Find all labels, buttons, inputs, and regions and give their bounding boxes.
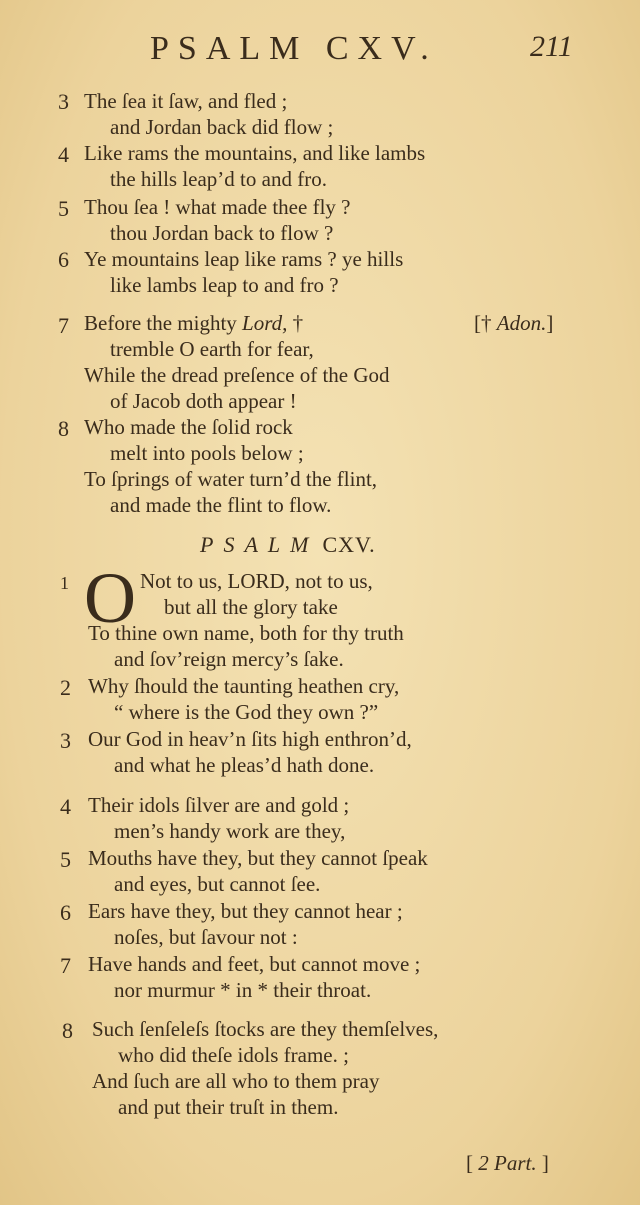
catchword-number: 2 [478,1151,494,1175]
catchword-open-bracket: [ [466,1151,479,1175]
verse-line: “ where is the God they own ?” [114,700,379,724]
verse-number: 8 [62,1018,73,1043]
verse-line: Such ſenſeleſs ſtocks are they themſelves, [92,1017,439,1041]
psalm-heading [200,532,376,558]
verse-line: Have hands and feet, but cannot move ; [88,952,421,976]
lord-word: Lord, [242,311,288,335]
verse-number: 8 [58,416,69,441]
verse-line: who did theſe idols frame. ; [118,1043,349,1067]
note-close-bracket: ] [546,311,554,335]
verse-line: Their idols ſilver are and gold ; [88,793,350,817]
psalm-heading-name: PSALM [200,532,319,557]
verse-line: The ſea it ſaw, and fled ; [84,89,288,113]
catchword-word: Part. [494,1151,537,1175]
verse-line: Ye mountains leap like rams ? ye hills [84,247,404,271]
verse-line: men’s handy work are they, [114,819,346,843]
verse-number: 7 [60,953,71,978]
verse-line: To ſprings of water turn’d the flint, [84,467,378,491]
note-word: Adon. [496,311,547,335]
verse-line: and made the flint to flow. [110,493,332,517]
verse-line: Ears have they, but they cannot hear ; [88,899,403,923]
verse-line: nor murmur * in * their throat. [114,978,372,1002]
verse-text: Before the mighty [84,311,243,335]
verse-number: 3 [60,728,71,753]
verse-line: Who made the ſolid rock [84,415,293,439]
verse-line: and put their truſt in them. [118,1095,339,1119]
verse-number: 6 [58,247,69,272]
verse-line: of Jacob doth appear ! [110,389,297,413]
verse-number: 4 [60,794,71,819]
catchword [466,1150,549,1176]
side-note [474,310,553,336]
verse-line: and ſov’reign mercy’s ſake. [114,647,344,671]
verse-line: Our God in heav’n ſits high enthron’d, [88,727,412,751]
verse-line: While the dread preſence of the God [84,363,390,387]
verse-number: 3 [58,89,69,114]
catchword-close-bracket: ] [536,1151,549,1175]
verse-line: and what he pleas’d hath done. [114,753,375,777]
dagger-mark: † [292,311,304,335]
drop-cap: O [84,558,136,638]
page-number: 211 [530,30,573,63]
verse-line: melt into pools below ; [110,441,304,465]
verse-line: Why ſhould the taunting heathen cry, [88,674,400,698]
verse-line: And ſuch are all who to them pray [92,1069,380,1093]
page-header [0,30,640,74]
psalm-heading-number: CXV. [322,532,376,557]
verse-line: Like rams the mountains, and like lambs [84,141,426,165]
verse-line: and eyes, but cannot ſee. [114,872,321,896]
verse-number: 1 [60,573,69,593]
verse-line: like lambs leap to and fro ? [110,273,339,297]
verse-number: 6 [60,900,71,925]
note-open-bracket: [† [474,311,497,335]
running-title: PSALM CXV. [150,30,438,67]
verse-line: tremble O earth for fear, [110,337,314,361]
verse-line: but all the glory take [164,595,338,619]
verse-line: Not to us, LORD, not to us, [140,569,373,593]
verse-number: 5 [60,847,71,872]
verse-line: and Jordan back did flow ; [110,115,334,139]
verse-line: the hills leap’d to and fro. [110,167,327,191]
verse-number: 7 [58,313,69,338]
verse-number: 2 [60,675,71,700]
verse-line: thou Jordan back to flow ? [110,221,334,245]
verse-line: To thine own name, both for thy truth [88,621,404,645]
verse-number: 5 [58,196,69,221]
verse-line: Mouths have they, but they cannot ſpeak [88,846,428,870]
verse-line: Thou ſea ! what made thee fly ? [84,195,351,219]
verse-number: 4 [58,142,69,167]
verse-line: noſes, but ſavour not : [114,925,298,949]
verse-line-first [84,310,303,336]
